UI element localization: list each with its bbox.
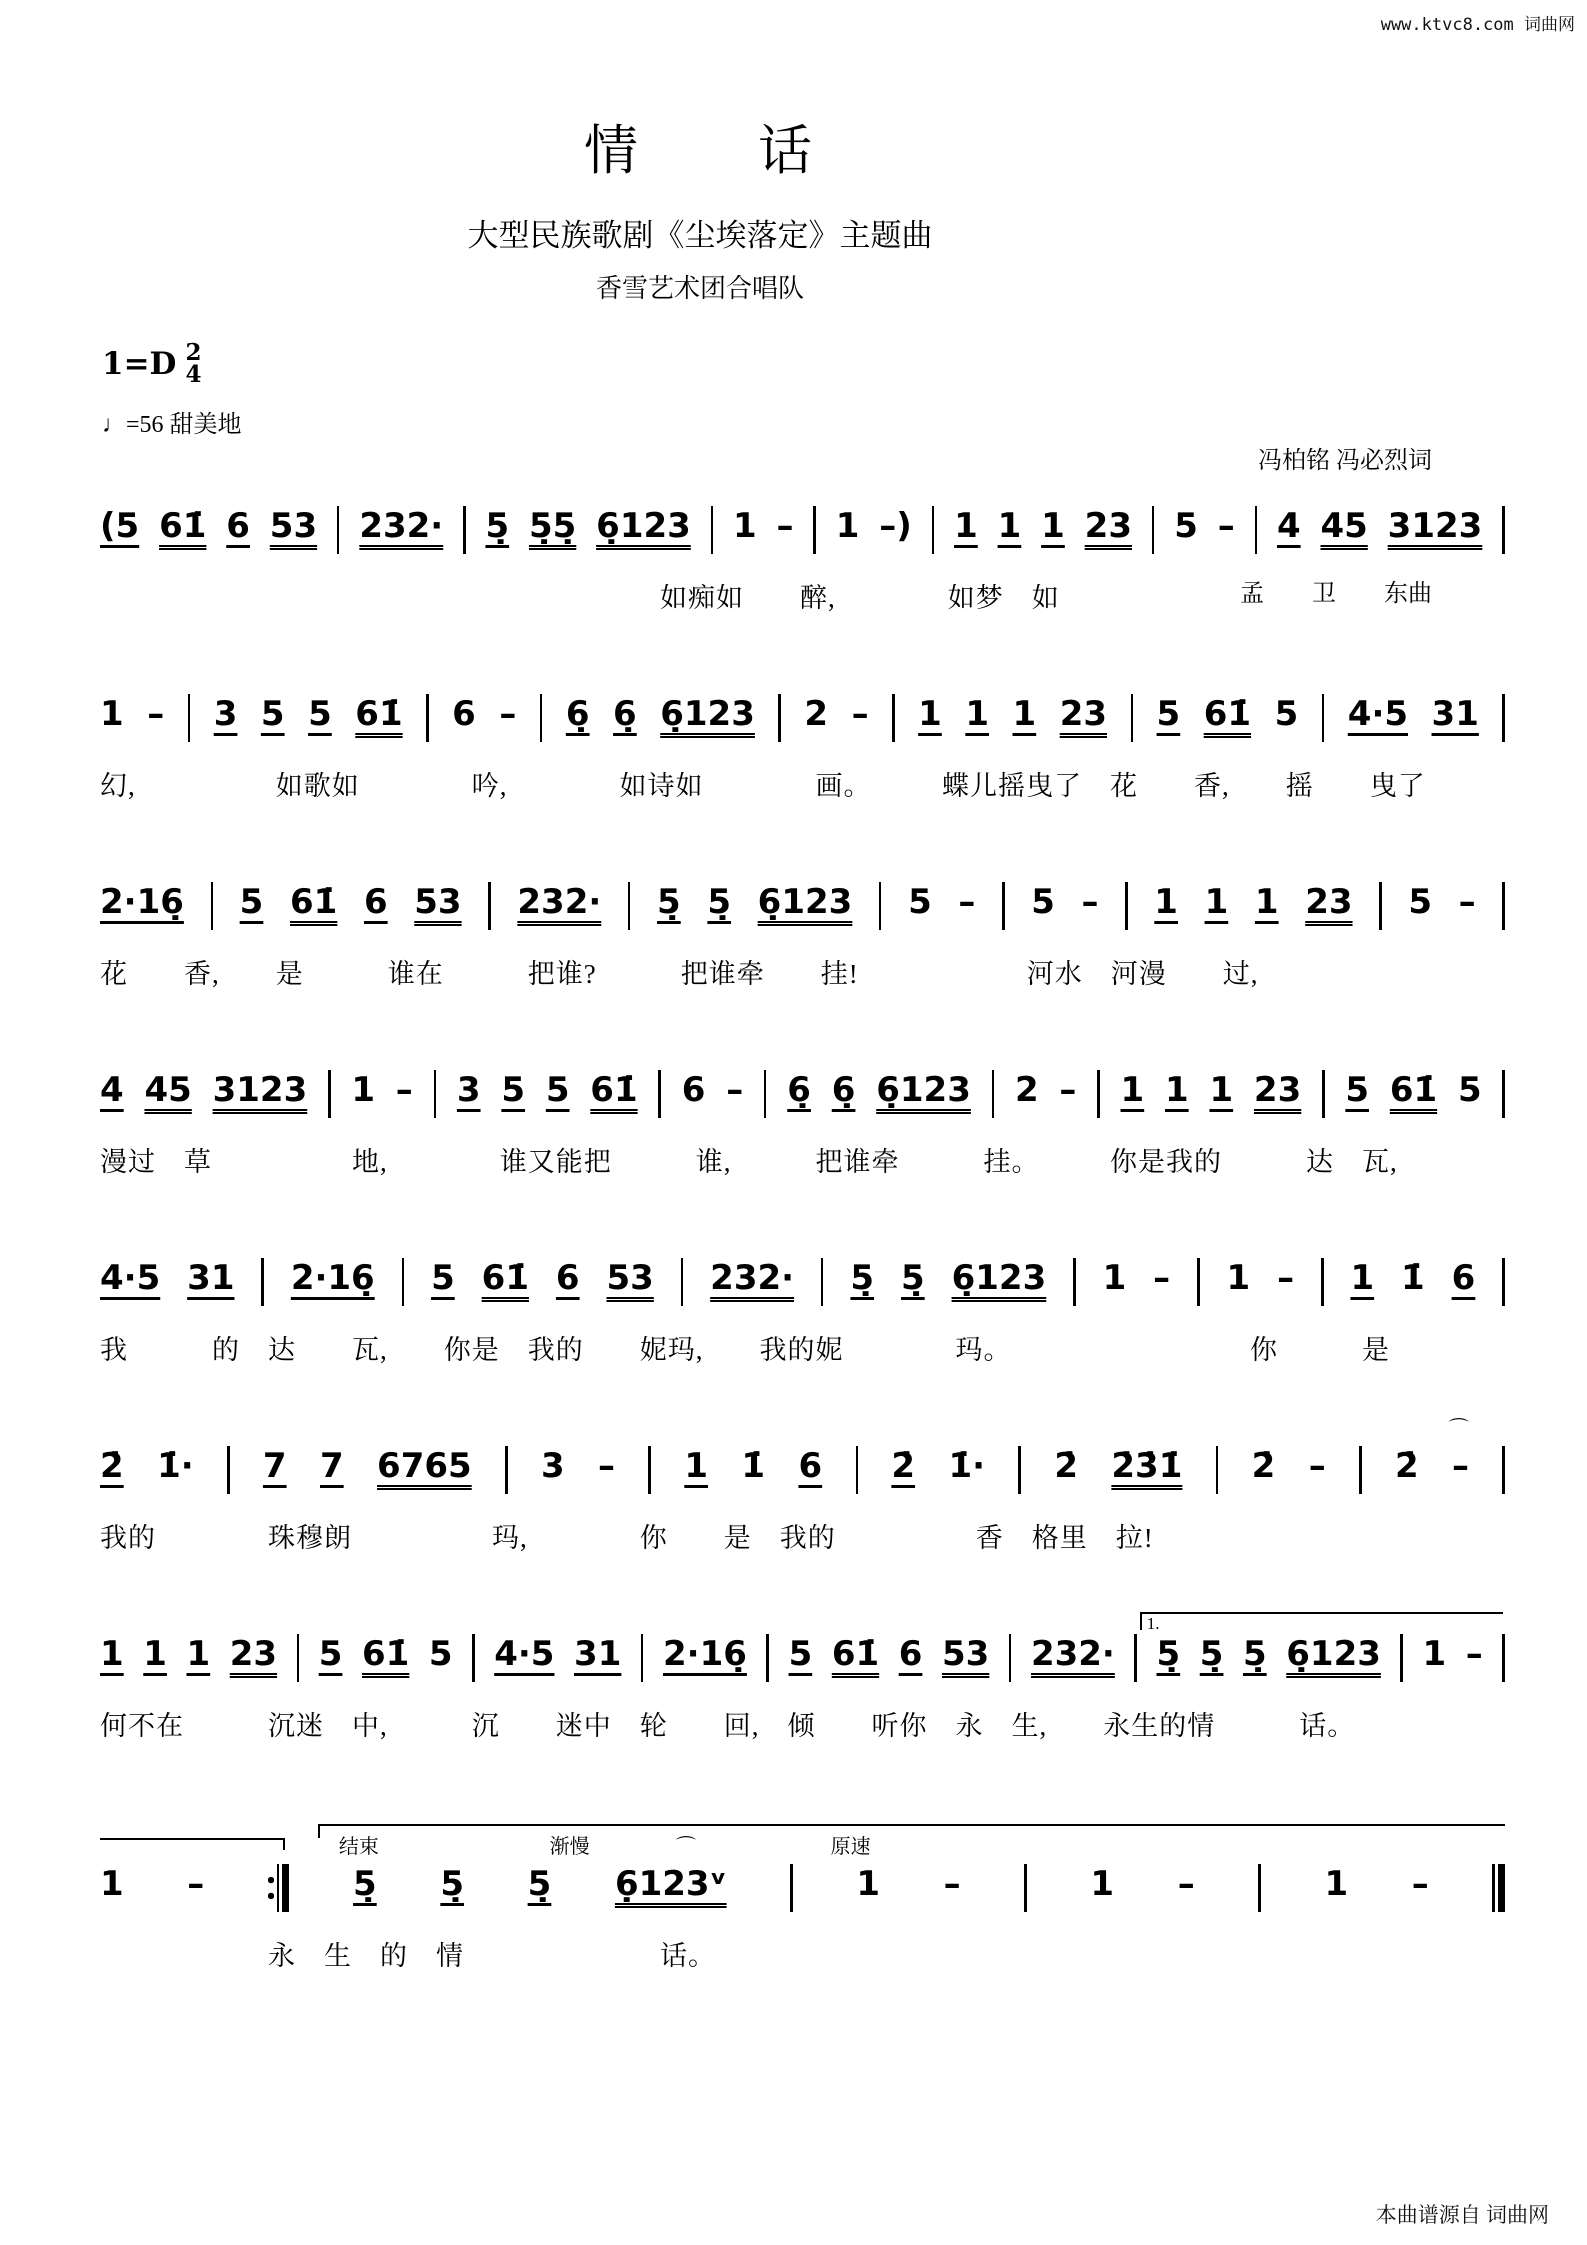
note-token: 2̇	[1054, 1445, 1078, 1486]
note-token: 5̣	[527, 1863, 552, 1904]
barline	[628, 882, 631, 930]
barline	[1073, 1258, 1076, 1306]
note-token: 61̇	[831, 1633, 880, 1674]
notation-row	[100, 876, 1505, 936]
note-token: 5	[501, 1069, 526, 1110]
notation-row	[100, 1418, 1505, 1500]
note-token: 4·5	[1347, 693, 1409, 734]
source-attribution: 本曲谱源自 词曲网	[1375, 2203, 1549, 2227]
barline	[540, 694, 543, 742]
song-subtitle: 大型民族歌剧《尘埃落定》主题曲	[467, 218, 933, 253]
note-token: 6̣123ᵛ	[614, 1863, 727, 1904]
score-system	[100, 1598, 1505, 1786]
barline	[1322, 1070, 1325, 1118]
note-token: 232·	[1030, 1633, 1115, 1674]
barline	[766, 1634, 769, 1682]
note-token: 6̣	[831, 1069, 856, 1110]
barline	[1024, 1864, 1027, 1912]
note-token: 5	[1156, 693, 1181, 734]
barline	[790, 1864, 793, 1912]
note-token: 4·5	[100, 1257, 161, 1298]
lyrics-row: 漫过 草 地, 谁又能把 谁, 把谁牵 挂。 你是我的 达 瓦,	[100, 1147, 1398, 1177]
note-token: 61̇	[361, 1633, 410, 1674]
note-token: –	[1411, 1863, 1429, 1904]
composer-credit: 孟 卫 东曲	[1240, 580, 1432, 607]
note-token: 2̇	[1251, 1445, 1276, 1486]
barline	[1400, 1634, 1403, 1682]
note-token: 6̣	[565, 693, 590, 734]
notation-row	[100, 500, 1505, 560]
note-token: 5	[318, 1633, 343, 1674]
note-token: –	[1458, 881, 1476, 922]
barline	[328, 1070, 331, 1118]
barline	[1152, 506, 1155, 554]
note-token: 6	[898, 1633, 923, 1674]
note-token: 5̣	[1156, 1633, 1181, 1674]
key-signature	[102, 339, 202, 388]
note-token: 6̣	[787, 1069, 811, 1110]
note-token: 5̣	[1243, 1633, 1267, 1674]
final-barline	[1492, 1864, 1505, 1912]
note-token: 1	[1090, 1863, 1115, 1904]
barline	[1216, 1446, 1219, 1494]
note-token: 6̣	[613, 693, 637, 734]
note-token: 1	[1120, 1069, 1145, 1110]
note-token: 5	[1457, 1069, 1482, 1110]
note-token: 5̣	[440, 1863, 465, 1904]
expression-mark: 原速	[830, 1836, 871, 1858]
barline	[648, 1446, 651, 1494]
bthin	[277, 1864, 280, 1912]
barline	[813, 506, 816, 554]
barline	[1502, 1070, 1505, 1118]
note-token: 5	[1408, 881, 1432, 922]
tempo-marking: ♩=56 甜美地	[102, 412, 242, 438]
note-token: 5	[1174, 505, 1198, 546]
note-token: 23	[229, 1633, 278, 1674]
barline	[1018, 1446, 1021, 1494]
notation-row	[100, 1252, 1505, 1312]
note-token: 5̣	[707, 881, 732, 922]
barline	[681, 1258, 684, 1306]
note-token: 1	[918, 693, 942, 734]
note-token: 7	[319, 1445, 344, 1486]
barline	[1255, 506, 1258, 554]
note-token: –	[1177, 1863, 1195, 1904]
bthick	[1498, 1864, 1505, 1912]
barline	[892, 694, 895, 742]
note-token: –	[499, 693, 517, 734]
note-token: 6̣123	[1286, 1633, 1381, 1674]
lyrics-row: 如痴如 醉, 如梦 如	[100, 583, 1060, 613]
score-system	[100, 1222, 1505, 1410]
note-token: 1	[1422, 1633, 1447, 1674]
note-token: 61̇	[289, 881, 338, 922]
note-token: –	[598, 1445, 616, 1486]
score-systems	[100, 470, 1505, 2016]
first-ending-line	[100, 1838, 285, 1850]
barline	[1502, 1258, 1505, 1306]
barline	[337, 506, 340, 554]
bthin	[1492, 1864, 1495, 1912]
note-token: 5̣	[901, 1257, 925, 1298]
barline	[764, 1070, 767, 1118]
note-token: 5	[908, 881, 932, 922]
performer-name: 香雪艺术团合唱队	[595, 274, 804, 303]
lyrics-row: 幻, 如歌如 吟, 如诗如 画。 蝶儿摇曳了 花 香, 摇 曳了	[100, 771, 1426, 801]
notation-row	[100, 688, 1505, 748]
note-token: 4·5	[494, 1633, 555, 1674]
note-token: 1	[100, 1863, 124, 1904]
note-token: 6	[452, 693, 476, 734]
barline	[932, 506, 935, 554]
note-token: 1̇·	[948, 1445, 986, 1486]
barline	[641, 1634, 644, 1682]
note-token: 5̣	[1199, 1633, 1224, 1674]
barline	[1502, 882, 1505, 930]
note-token: 232·	[517, 881, 602, 922]
repeat-barline	[268, 1864, 290, 1912]
note-token: 1̇	[1401, 1257, 1425, 1298]
barline	[1197, 1258, 1200, 1306]
note-token: 5̣5̣	[528, 505, 577, 546]
note-token: –	[1081, 881, 1099, 922]
barline	[463, 506, 466, 554]
expression-mark: 结束	[338, 1836, 379, 1858]
barline	[879, 882, 882, 930]
note-token: –	[187, 1863, 205, 1904]
note-token: 1	[1102, 1257, 1127, 1298]
note-token: 6	[1451, 1257, 1476, 1298]
note-token: 232·	[710, 1257, 795, 1298]
note-token: 2̇	[100, 1445, 124, 1486]
notation-row	[100, 1064, 1505, 1124]
note-token: 6̣123	[951, 1257, 1047, 1298]
note-token: 5	[308, 693, 332, 734]
time-signature	[185, 339, 202, 388]
note-token: 3	[540, 1445, 565, 1486]
barline	[227, 1446, 230, 1494]
score-system	[100, 470, 1505, 658]
note-token: –	[1153, 1257, 1171, 1298]
note-token: 31	[574, 1633, 622, 1674]
score-system	[100, 1410, 1505, 1598]
note-token: 6	[363, 881, 388, 922]
note-token: 232·	[359, 505, 444, 546]
note-token: 4	[100, 1069, 124, 1110]
note-token: –	[395, 1069, 413, 1110]
barline	[402, 1258, 405, 1306]
score-system	[100, 1828, 1505, 2016]
note-token: 6	[681, 1069, 706, 1110]
score-system	[100, 658, 1505, 846]
barline	[1134, 1634, 1137, 1682]
note-token: –	[1308, 1445, 1326, 1486]
note-token: 1	[186, 1633, 211, 1674]
barline	[658, 1070, 661, 1118]
note-token: 1	[954, 505, 978, 546]
time-signature-top: 2	[185, 339, 202, 366]
note-token: –	[943, 1863, 961, 1904]
time-signature-bottom: 4	[185, 360, 202, 388]
note-token: 61̇	[159, 505, 207, 546]
note-token: 6	[555, 1257, 580, 1298]
note-token: 3	[213, 693, 238, 734]
note-token: 4	[1276, 505, 1301, 546]
note-token: –	[1465, 1633, 1483, 1674]
barline	[1502, 694, 1505, 742]
note-token: 53	[606, 1257, 654, 1298]
note-token: 5	[431, 1257, 455, 1298]
note-token: (5	[100, 505, 140, 546]
barline	[1359, 1446, 1362, 1494]
note-token: –)	[879, 505, 912, 546]
note-token: 53	[269, 505, 318, 546]
note-token: 45	[1320, 505, 1368, 546]
note-token: –	[851, 693, 869, 734]
barline	[188, 694, 191, 742]
note-token: 61̇	[481, 1257, 529, 1298]
barline	[1002, 882, 1005, 930]
barline	[1321, 1258, 1324, 1306]
ending-section-line	[318, 1824, 1505, 1838]
note-token: –	[1277, 1257, 1295, 1298]
note-token: –	[726, 1069, 744, 1110]
note-token: 1	[100, 1633, 124, 1674]
note-token: 2	[804, 693, 829, 734]
note-token: 1	[1164, 1069, 1189, 1110]
note-token: 1	[1041, 505, 1065, 546]
barline	[1502, 1634, 1505, 1682]
barline	[211, 882, 214, 930]
note-token: –	[776, 505, 794, 546]
barline	[1097, 1070, 1100, 1118]
note-token: 1	[100, 693, 124, 734]
note-token: 6̣123	[660, 693, 755, 734]
note-token: 2̇	[891, 1445, 916, 1486]
key-label: 1=D	[102, 345, 177, 382]
note-token: 1̇	[741, 1445, 766, 1486]
note-token: 6	[226, 505, 250, 546]
note-token: 1	[733, 505, 757, 546]
note-token: 5̣	[850, 1257, 875, 1298]
note-token: 1	[1209, 1069, 1234, 1110]
note-token: 5̣	[485, 505, 510, 546]
note-token: 3123	[212, 1069, 308, 1110]
lyrics-row: 我的 珠穆朗 玛, 你 是 我的 香 格里 拉!	[100, 1523, 1154, 1553]
lyrics-row: 永 生 的 情 话。	[100, 1941, 716, 1971]
note-token: 5	[788, 1633, 813, 1674]
barline	[472, 1634, 475, 1682]
note-token: 2	[1014, 1069, 1039, 1110]
note-token: –	[147, 693, 165, 734]
note-token: 1	[351, 1069, 375, 1110]
barline	[488, 882, 491, 930]
note-token: 23	[1059, 693, 1108, 734]
barline	[711, 506, 714, 554]
volta-label: 1.	[1146, 1614, 1160, 1633]
barline	[778, 694, 781, 742]
note-token: 1	[1154, 881, 1178, 922]
note-token: 6̣123	[757, 881, 853, 922]
note-token: 53	[941, 1633, 990, 1674]
barline	[1379, 882, 1382, 930]
barline	[505, 1446, 508, 1494]
score-system	[100, 1034, 1505, 1222]
barline	[297, 1634, 300, 1682]
note-token: 1̇·	[157, 1445, 194, 1486]
lyricist-credit: 冯柏铭 冯必烈词	[1258, 447, 1432, 474]
site-watermark: www.ktvc8.com 词曲网	[1380, 15, 1575, 35]
note-token: 45	[144, 1069, 192, 1110]
note-token: 5̣	[353, 1863, 377, 1904]
note-token: 5	[260, 693, 285, 734]
lyrics-row: 花 香, 是 谁在 把谁? 把谁牵 挂! 河水 河漫 过,	[100, 959, 1259, 989]
note-token: 6	[798, 1445, 823, 1486]
note-token: 61̇	[590, 1069, 638, 1110]
barline	[992, 1070, 995, 1118]
barline	[1502, 1446, 1505, 1494]
note-token: 5	[1274, 693, 1299, 734]
note-token: 1	[997, 505, 1022, 546]
note-token: 1	[1012, 693, 1037, 734]
note-token: 61̇	[1389, 1069, 1438, 1110]
note-token: 31	[187, 1257, 235, 1298]
note-token: 5	[545, 1069, 570, 1110]
note-token: 61̇	[355, 693, 403, 734]
note-token: 5	[1345, 1069, 1370, 1110]
note-token: 61̇	[1203, 693, 1252, 734]
note-token: 1	[1226, 1257, 1251, 1298]
barline	[1322, 694, 1325, 742]
note-token: 1	[1350, 1257, 1375, 1298]
note-token: 7	[262, 1445, 287, 1486]
expression-mark: ⌒	[1448, 1418, 1469, 1440]
note-token: 1	[684, 1445, 708, 1486]
notation-row	[100, 1836, 1505, 1918]
note-token: 1	[1204, 881, 1229, 922]
note-token: 23	[1084, 505, 1132, 546]
note-token: 1	[856, 1863, 881, 1904]
note-token: 6̣123	[876, 1069, 971, 1110]
note-token: 23	[1253, 1069, 1302, 1110]
barline	[1258, 1864, 1261, 1912]
rdots	[268, 1870, 274, 1906]
volta-bracket	[1140, 1612, 1503, 1633]
note-token: 6̣123	[596, 505, 691, 546]
lyrics-row: 何不在 沉迷 中, 沉 迷中 轮 回, 倾 听你 永 生, 永生的情 话。	[100, 1711, 1356, 1741]
note-token: 5̣	[657, 881, 681, 922]
note-token: 53	[414, 881, 462, 922]
note-token: 2·16̣	[663, 1633, 747, 1674]
note-token: 2̇3̇1̇	[1111, 1445, 1183, 1486]
note-token: 5	[428, 1633, 453, 1674]
lyrics-row: 我 的 达 瓦, 你是 我的 妮玛, 我的妮 玛。 你 是	[100, 1335, 1390, 1365]
bthick	[282, 1864, 289, 1912]
note-token: 31	[1431, 693, 1479, 734]
note-token: 3	[456, 1069, 481, 1110]
note-token: 6765	[377, 1445, 472, 1486]
note-token: –	[1059, 1069, 1077, 1110]
barline	[1009, 1634, 1012, 1682]
note-token: 2·16̣	[100, 881, 184, 922]
note-token: 5	[239, 881, 264, 922]
note-token: –	[958, 881, 976, 922]
note-token: 1	[143, 1633, 167, 1674]
note-token: 2·16̣	[290, 1257, 375, 1298]
note-token: 3123	[1387, 505, 1483, 546]
barline	[1502, 506, 1505, 554]
note-token: –	[1452, 1445, 1470, 1486]
notation-row	[100, 1614, 1505, 1688]
note-token: 1	[1324, 1863, 1349, 1904]
song-title: 情 话	[584, 121, 816, 181]
expression-mark: 渐慢	[549, 1836, 590, 1858]
barline	[1131, 694, 1134, 742]
barline	[434, 1070, 437, 1118]
note-token: 5	[1031, 881, 1055, 922]
barline	[856, 1446, 859, 1494]
score-system	[100, 846, 1505, 1034]
note-token: 2̇	[1394, 1445, 1419, 1486]
note-token: 1	[965, 693, 989, 734]
barline	[1125, 882, 1128, 930]
note-token: 1	[835, 505, 860, 546]
note-token: –	[1217, 505, 1235, 546]
barline	[426, 694, 429, 742]
expression-mark: ⌒	[676, 1836, 697, 1858]
note-token: 23	[1305, 881, 1353, 922]
barline	[261, 1258, 264, 1306]
barline	[821, 1258, 824, 1306]
note-token: 1	[1254, 881, 1279, 922]
